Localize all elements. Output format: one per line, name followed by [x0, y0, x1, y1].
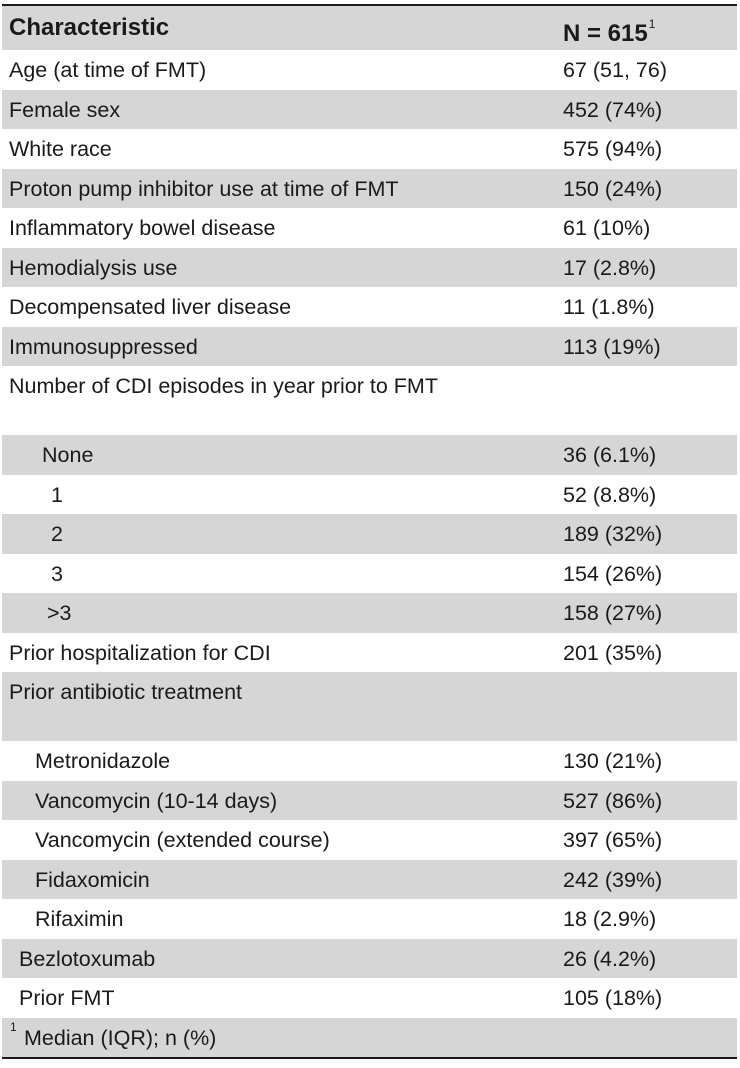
table-row	[2, 939, 737, 979]
table-row	[2, 208, 737, 248]
row-label: Vancomycin (extended course)	[35, 828, 330, 852]
table-row	[2, 248, 737, 288]
row-value: 61 (10%)	[563, 216, 651, 240]
row-value: 527 (86%)	[563, 788, 663, 813]
table-row	[2, 50, 737, 90]
row-label: 3	[51, 561, 63, 586]
row-label: Age (at time of FMT)	[9, 58, 207, 82]
row-value: 113 (19%)	[563, 334, 661, 359]
row-label: 1	[51, 482, 63, 507]
table-row	[2, 978, 737, 1018]
header-n-label: N = 615	[563, 20, 648, 47]
row-value: 575 (94%)	[563, 137, 663, 161]
row-value: 18 (2.9%)	[563, 907, 657, 931]
row-value: 150 (24%)	[563, 176, 663, 201]
table-header-row	[2, 6, 737, 50]
row-label: 2	[51, 522, 63, 546]
row-label: Metronidazole	[35, 749, 171, 773]
table-row	[2, 90, 737, 130]
row-value: 17 (2.8%)	[563, 255, 657, 280]
row-label: Prior FMT	[19, 986, 115, 1010]
table-row	[2, 899, 737, 939]
table-row	[2, 741, 737, 781]
row-value: 189 (32%)	[563, 522, 663, 546]
row-label: >3	[47, 601, 72, 625]
characteristics-table	[2, 4, 737, 1059]
row-label: Hemodialysis use	[9, 255, 178, 280]
header-footnote-mark: 1	[648, 17, 656, 31]
row-label: Decompensated liver disease	[9, 295, 292, 319]
table-row	[2, 633, 737, 673]
row-value: 52 (8.8%)	[563, 482, 657, 507]
table-row	[2, 554, 737, 594]
footnote-text: Median (IQR); n (%)	[24, 1025, 217, 1050]
table-row	[2, 475, 737, 515]
table-row	[2, 327, 737, 367]
row-value: 36 (6.1%)	[563, 443, 657, 467]
row-label: Vancomycin (10-14 days)	[35, 788, 278, 813]
row-label: Rifaximin	[35, 907, 124, 931]
row-value: 397 (65%)	[563, 828, 663, 852]
row-value: 11 (1.8%)	[563, 295, 655, 319]
row-value: 242 (39%)	[563, 867, 663, 892]
table-row	[2, 672, 737, 741]
table-row	[2, 860, 737, 900]
row-label: Fidaxomicin	[35, 867, 150, 892]
table-row	[2, 366, 737, 435]
row-value: 154 (26%)	[563, 561, 663, 586]
row-value: 201 (35%)	[563, 640, 663, 665]
row-label: Prior antibiotic treatment	[9, 680, 243, 704]
row-label: None	[42, 443, 94, 467]
table-row	[2, 820, 737, 860]
table-row	[2, 514, 737, 554]
row-label: White race	[9, 137, 112, 161]
table-row	[2, 435, 737, 475]
header-characteristic: Characteristic	[9, 14, 170, 41]
row-label: Immunosuppressed	[9, 334, 198, 359]
row-label: Inflammatory bowel disease	[9, 216, 276, 240]
row-value: 67 (51, 76)	[563, 58, 667, 82]
row-label: Proton pump inhibitor use at time of FMT	[9, 176, 399, 201]
row-label: Prior hospitalization for CDI	[9, 640, 271, 665]
row-label: Number of CDI episodes in year prior to FMT	[9, 374, 438, 398]
table-row	[2, 169, 737, 209]
row-value: 105 (18%)	[563, 986, 663, 1010]
row-label: Female sex	[9, 97, 121, 122]
footnote-mark: 1	[10, 1019, 17, 1034]
table-row	[2, 593, 737, 633]
header-n	[563, 6, 655, 50]
table-row	[2, 287, 737, 327]
table-row	[2, 781, 737, 821]
row-label: Bezlotoxumab	[19, 946, 156, 971]
table-row	[2, 129, 737, 169]
row-value: 452 (74%)	[563, 97, 663, 122]
row-value: 158 (27%)	[563, 601, 663, 625]
table-footnote	[2, 1018, 737, 1058]
row-value: 26 (4.2%)	[563, 946, 657, 971]
row-value: 130 (21%)	[563, 749, 663, 773]
